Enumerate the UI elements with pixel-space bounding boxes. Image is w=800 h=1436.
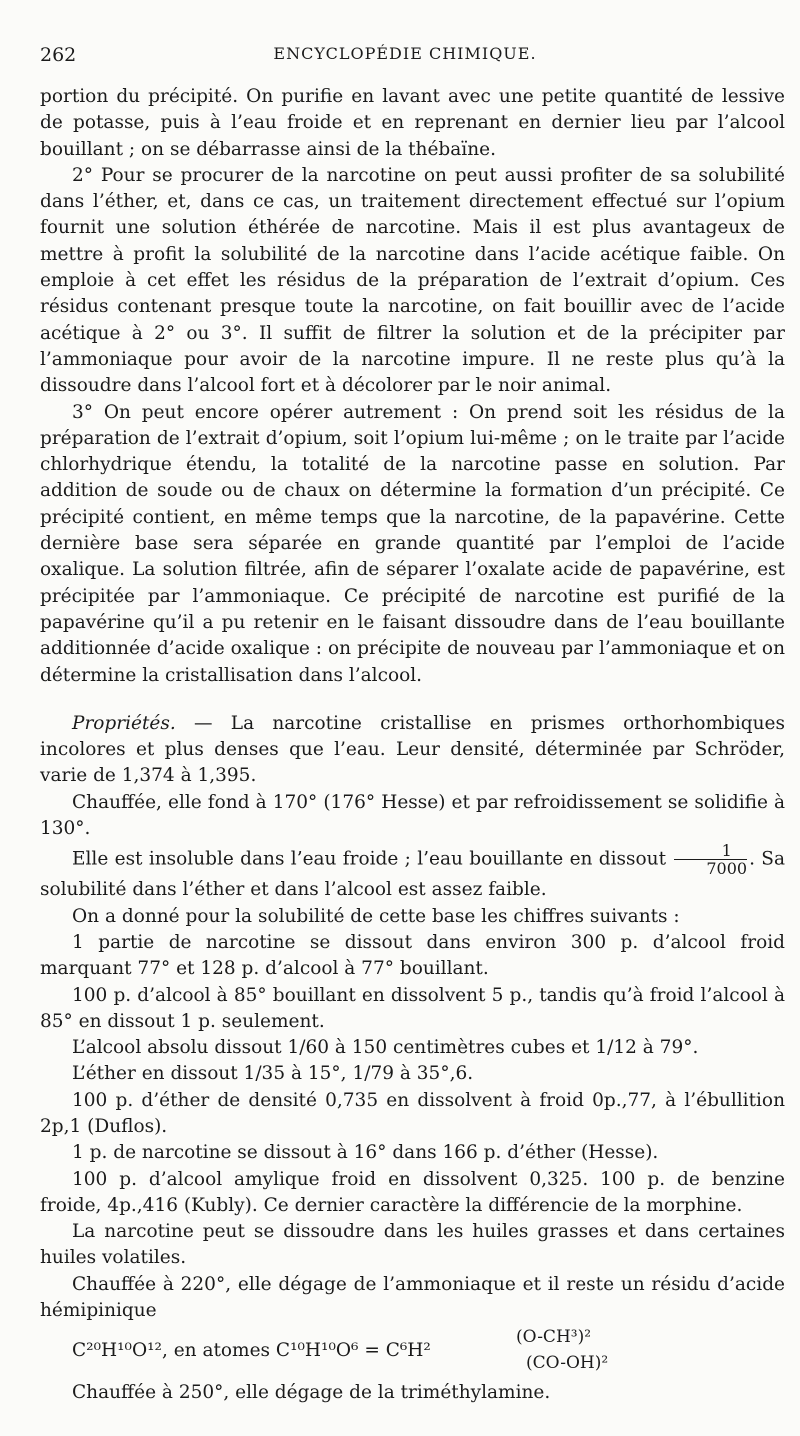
paragraph-heating-250: Chauffée à 250°, elle dégage de la triméthylamine.	[72, 1382, 551, 1404]
solubility-text-a: Elle est insoluble dans l’eau froide ; l’eau bouillante en dissout	[72, 848, 667, 870]
paragraph-method-3: 3° On peut encore opérer autrement : On prend soit les résidus de la préparation de l’extrait d’opium, soit l’opium lui-même ; on le traite par l’acide chlorhydrique étendu, la totalité de la narcotine passe en solution. Par addition de soude ou de chaux on détermine la formation d’un précipité. Ce précipité contient, en même temps que la narcotine, de la papavérine. Cette dernière base sera séparée en grande quantité par l’emploi de l’acide oxalique. La solution filtrée, afin de séparer l’oxalate acide de papavérine, est précipitée par l’ammoniaque. Ce précipité de narcotine est purifié de la papavérine qu’il a pu retenir en le faisant dissoudre dans de l’eau bouillante additionnée d’acide oxalique : on précipite de nouveau par l’ammoniaque et on détermine la cristallisation dans l’alcool.	[40, 401, 785, 686]
solubility-text-b: . Sa solubilité dans l’éther et dans l’alcool est assez faible.	[40, 848, 785, 901]
paragraph-heating-220: Chauffée à 220°, elle dégage de l’ammoniaque et il reste un résidu d’acide hémipinique	[40, 1273, 785, 1322]
formula-branch-lower: (CO-OH)²	[526, 1353, 609, 1374]
paragraph-continuation: portion du précipité. On purifie en lavant avec une petite quantité de lessive de potasse, puis à l’eau froide et en reprenant en dernier lieu par l’alcool bouillant ; on se débarrasse ainsi de la thébaïne.	[40, 86, 785, 160]
properties-text: — La narcotine cristallise en prismes orthorhombiques incolores et plus denses que l’eau. Leur densité, déterminée par Schröder, varie de 1,374 à 1,395.	[40, 712, 785, 787]
paragraph-method-2: 2° Pour se procurer de la narcotine on peut aussi profiter de sa solubilité dans l’éther, et, dans ce cas, un traitement directement effectué sur l’opium fournit une solution éthérée de narcotine. Mais il est plus avantageux de mettre à profit la solubilité de la narcotine dans l’acide acétique faible. On emploie à cet effet les résidus de la préparation de l’extrait d’opium. Ces résidus contenant presque toute la narcotine, on fait bouillir avec de l’acide acétique à 2° ou 3°. Il suffit de filtrer la solution et de la précipiter par l’ammoniaque pour avoir de la narcotine impure. Il ne reste plus qu’à la dissoudre dans l’alcool fort et à décolorer par le noir animal.	[40, 164, 785, 397]
paragraph-solubility-6: 1 p. de narcotine se dissout à 16° dans 166 p. d’éther (Hesse).	[72, 1142, 659, 1164]
formula-main: C²⁰H¹⁰O¹², en atomes C¹⁰H¹⁰O⁶ = C⁶H²	[72, 1340, 431, 1362]
chemical-formula	[40, 1324, 785, 1380]
page-header	[40, 44, 770, 68]
running-head: ENCYCLOPÉDIE CHIMIQUE.	[273, 44, 537, 63]
paragraph-solubility-4: L’éther en dissout 1/35 à 15°, 1/79 à 35°,6.	[72, 1063, 474, 1085]
paragraph-properties	[40, 711, 785, 790]
formula-branch-upper: (O-CH³)²	[516, 1327, 592, 1348]
paragraph-solubility-5: 100 p. d’éther de densité 0,735 en dissolvent à froid 0p.,77, à l’ébullition 2p,1 (Duflos).	[40, 1089, 785, 1137]
paragraph-solubility-water	[40, 842, 785, 903]
fraction-denominator: 7000	[674, 859, 747, 877]
paragraph-solubility-intro: On a donné pour la solubilité de cette base les chiffres suivants :	[72, 905, 680, 927]
paragraph-solubility-7: 100 p. d’alcool amylique froid en dissolvent 0,325. 100 p. de benzine froide, 4p.,416 (Kubly). Ce dernier caractère la différencie de la morphine.	[40, 1168, 785, 1216]
fraction-numerator: 1	[721, 841, 732, 861]
formula-branches	[516, 1324, 608, 1376]
paragraph-melting: Chauffée, elle fond à 170° (176° Hesse) et par refroidissement se solidifie à 130°.	[40, 791, 785, 840]
paragraph-solubility-2: 100 p. d’alcool à 85° bouillant en dissolvent 5 p., tandis qu’à froid l’alcool à 85° en dissout 1 p. seulement.	[40, 984, 785, 1032]
section-gap	[40, 689, 785, 711]
paragraph-solubility-3: L’alcool absolu dissout 1/60 à 150 centimètres cubes et 1/12 à 79°.	[72, 1037, 699, 1059]
fraction	[674, 842, 747, 877]
section-heading-properties: Propriétés.	[72, 712, 176, 734]
page-body	[40, 84, 785, 1407]
paragraph-solubility-1: 1 partie de narcotine se dissout dans environ 300 p. d’alcool froid marquant 77° et 128 p. d’alcool à 77° bouillant.	[40, 931, 785, 980]
page-number: 262	[40, 44, 77, 66]
paragraph-solubility-oils: La narcotine peut se dissoudre dans les huiles grasses et dans certaines huiles volatiles.	[40, 1221, 785, 1269]
